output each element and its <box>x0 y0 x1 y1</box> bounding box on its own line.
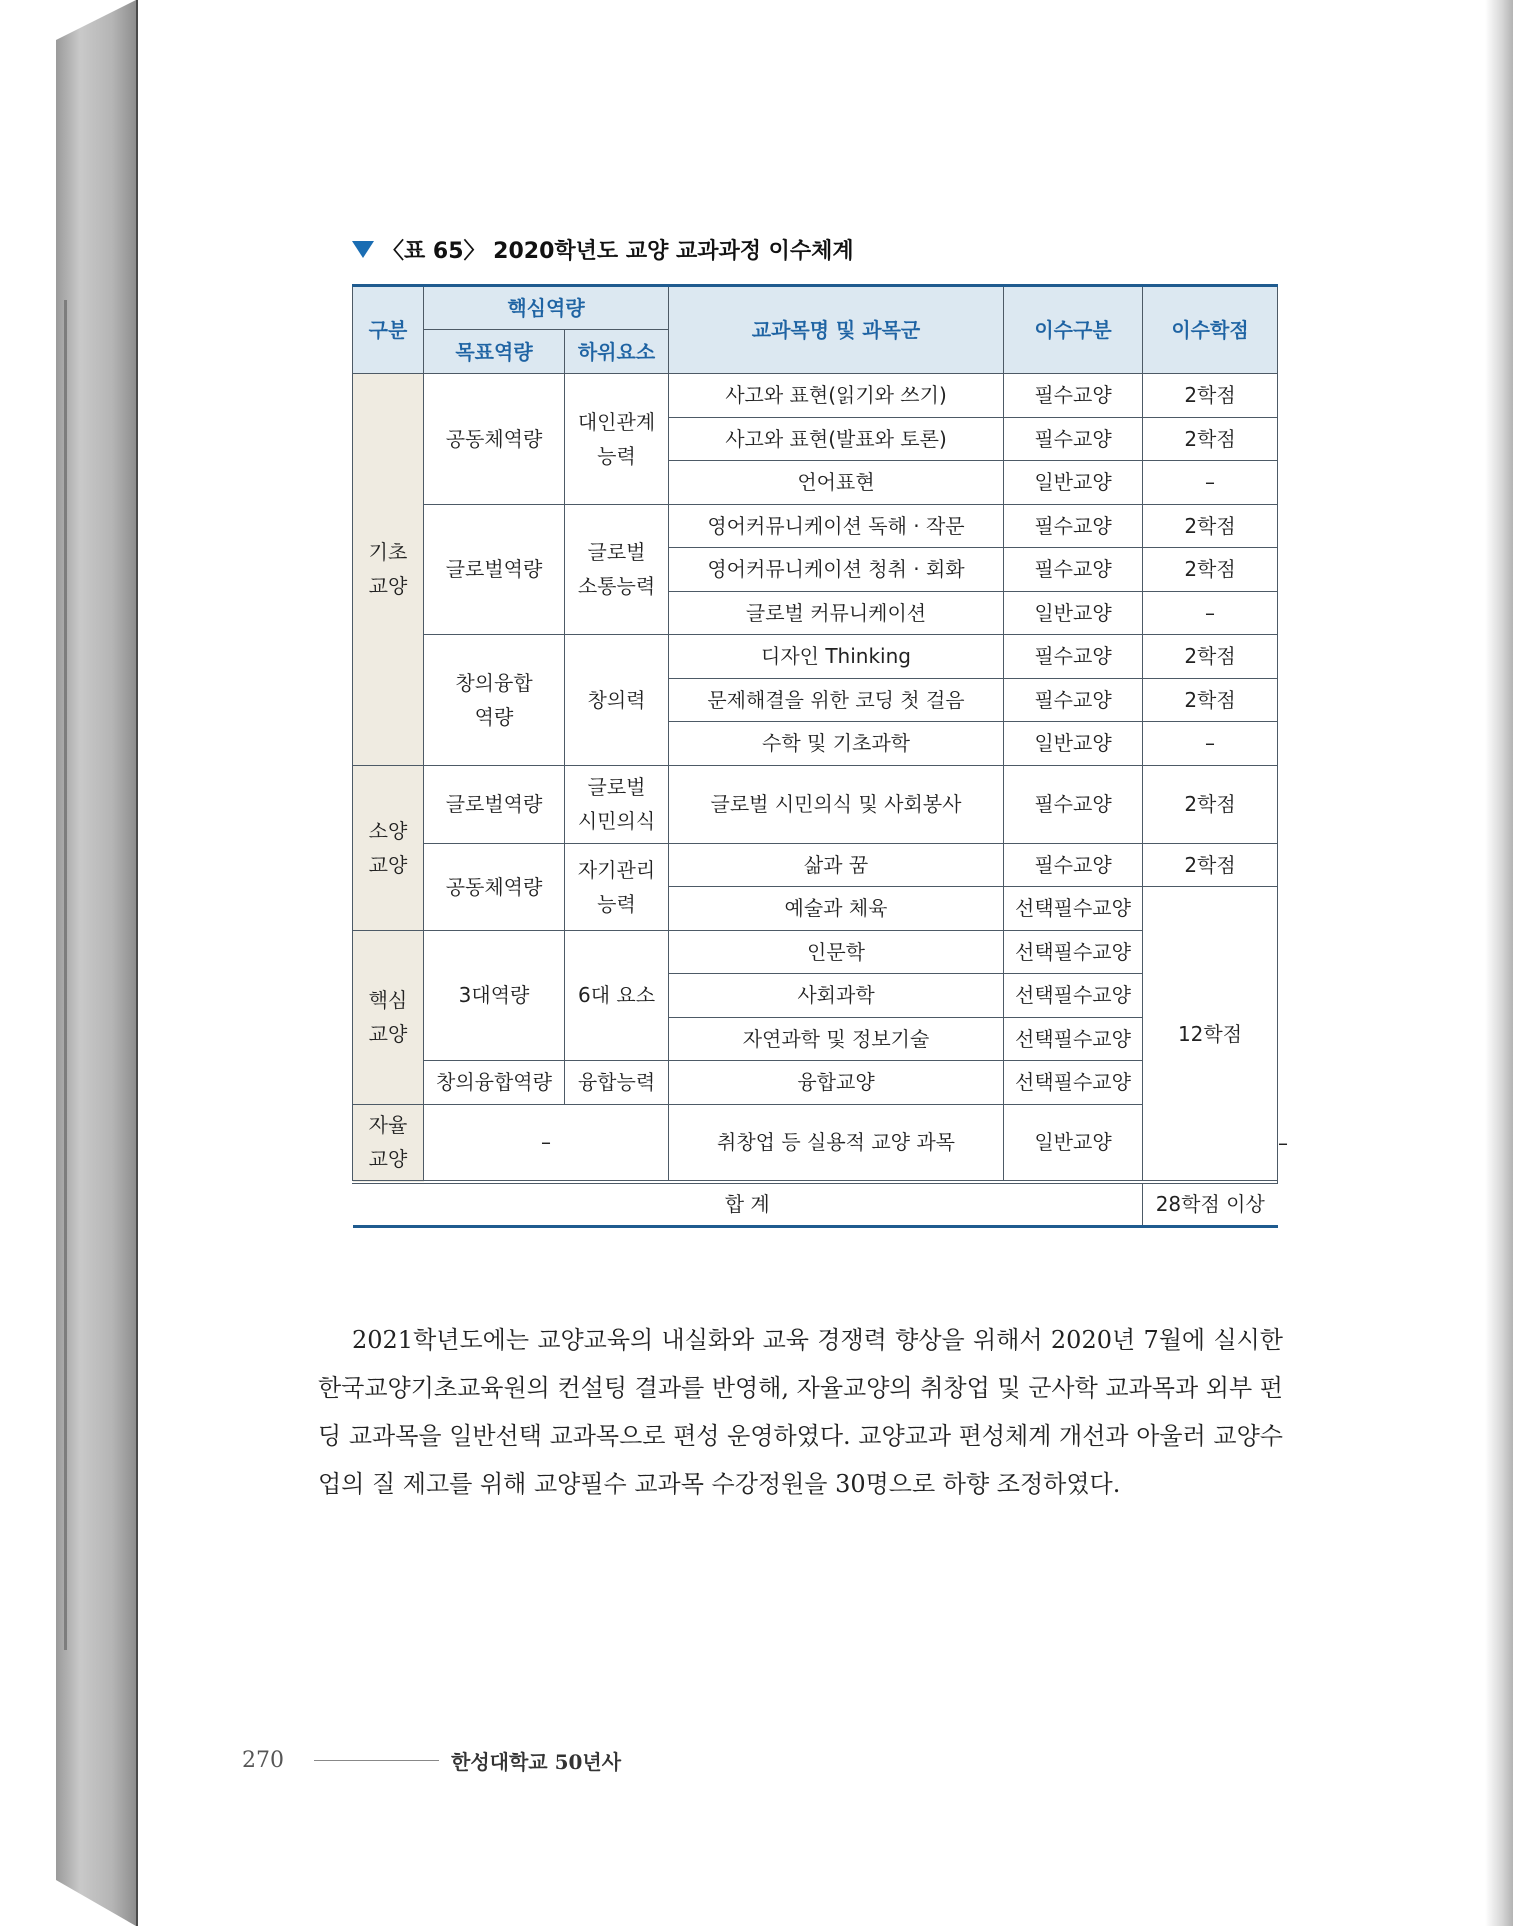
credit-cell: 2학점 <box>1143 678 1278 722</box>
table-row <box>353 1104 1278 1182</box>
total-value: 28학점 이상 <box>1143 1182 1278 1226</box>
header-row <box>353 286 1278 330</box>
course-cell: 디자인 Thinking <box>669 635 1004 679</box>
header-credit: 이수학점 <box>1143 286 1278 374</box>
header-category: 구분 <box>353 286 424 374</box>
course-cell: 인문학 <box>669 930 1004 974</box>
footer-rule <box>314 1760 439 1761</box>
sub-cell: 대인관계 능력 <box>565 374 669 505</box>
sub-cell: 글로벌 시민의식 <box>565 765 669 843</box>
total-row <box>353 1182 1278 1226</box>
course-cell: 사고와 표현(발표와 토론) <box>669 417 1004 461</box>
target-cell: 3대역량 <box>424 930 565 1061</box>
course-cell: 융합교양 <box>669 1061 1004 1105</box>
type-cell: 일반교양 <box>1004 461 1143 505</box>
credit-cell: – <box>1143 591 1278 635</box>
sub-cell: 글로벌 소통능력 <box>565 504 669 635</box>
total-label: 합 계 <box>353 1182 1143 1226</box>
credit-cell: 2학점 <box>1143 504 1278 548</box>
credit-cell: 2학점 <box>1143 843 1278 887</box>
header-type: 이수구분 <box>1004 286 1143 374</box>
target-cell: 공동체역량 <box>424 843 565 930</box>
type-cell: 필수교양 <box>1004 504 1143 548</box>
sub-cell: 6대 요소 <box>565 930 669 1061</box>
course-cell: 수학 및 기초과학 <box>669 722 1004 766</box>
table-row <box>353 765 1278 843</box>
header-target: 목표역량 <box>424 330 565 374</box>
category-basic: 기초 교양 <box>353 374 424 766</box>
target-cell: 창의융합역량 <box>424 1061 565 1105</box>
type-cell: 일반교양 <box>1004 722 1143 766</box>
table-caption-text: 〈표 65〉 2020학년도 교양 교과과정 이수체계 <box>382 239 854 264</box>
credit-cell: – <box>1143 722 1278 766</box>
type-cell: 필수교양 <box>1004 843 1143 887</box>
type-cell: 필수교양 <box>1004 548 1143 592</box>
credit-cell: 2학점 <box>1143 374 1278 418</box>
credit-cell: 2학점 <box>1143 765 1278 843</box>
triangle-down-icon <box>352 241 374 258</box>
course-cell: 예술과 체육 <box>669 887 1004 931</box>
type-cell: 선택필수교양 <box>1004 974 1143 1018</box>
credit-cell: 2학점 <box>1143 548 1278 592</box>
course-cell: 언어표현 <box>669 461 1004 505</box>
course-cell: 문제해결을 위한 코딩 첫 걸음 <box>669 678 1004 722</box>
credit-cell-merged: 12학점 <box>1143 887 1278 1183</box>
course-cell: 자연과학 및 정보기술 <box>669 1017 1004 1061</box>
header-core: 핵심역량 <box>424 286 669 330</box>
target-cell: – <box>424 1104 669 1182</box>
target-cell: 글로벌역량 <box>424 765 565 843</box>
type-cell: 선택필수교양 <box>1004 1061 1143 1105</box>
curriculum-table <box>352 284 1278 1228</box>
type-cell: 필수교양 <box>1004 374 1143 418</box>
book-title: 한성대학교 50년사 <box>451 1750 622 1774</box>
type-cell: 필수교양 <box>1004 678 1143 722</box>
header-course: 교과목명 및 과목군 <box>669 286 1004 374</box>
book-edge <box>56 0 136 1926</box>
page-footer <box>242 1746 621 1775</box>
course-cell: 사회과학 <box>669 974 1004 1018</box>
category-character: 소양 교양 <box>353 765 424 930</box>
table-row <box>353 843 1278 887</box>
type-cell: 일반교양 <box>1004 1104 1143 1182</box>
table-row <box>353 1061 1278 1105</box>
type-cell: 선택필수교양 <box>1004 1017 1143 1061</box>
table-row <box>353 930 1278 974</box>
course-cell: 삶과 꿈 <box>669 843 1004 887</box>
table-caption <box>352 234 854 265</box>
sub-cell: 창의력 <box>565 635 669 766</box>
type-cell: 선택필수교양 <box>1004 930 1143 974</box>
target-cell: 글로벌역량 <box>424 504 565 635</box>
credit-cell: 2학점 <box>1143 417 1278 461</box>
sub-cell: 융합능력 <box>565 1061 669 1105</box>
course-cell: 글로벌 커뮤니케이션 <box>669 591 1004 635</box>
table-row <box>353 374 1278 418</box>
book-edge-line <box>64 300 67 1650</box>
header-sub: 하위요소 <box>565 330 669 374</box>
type-cell: 일반교양 <box>1004 591 1143 635</box>
table-row <box>353 635 1278 679</box>
course-cell: 글로벌 시민의식 및 사회봉사 <box>669 765 1004 843</box>
credit-cell: – <box>1143 461 1278 505</box>
category-core: 핵심 교양 <box>353 930 424 1104</box>
course-cell: 취창업 등 실용적 교양 과목 <box>669 1104 1004 1182</box>
course-cell: 영어커뮤니케이션 독해 · 작문 <box>669 504 1004 548</box>
sub-cell: 자기관리 능력 <box>565 843 669 930</box>
page-shadow <box>1485 0 1513 1926</box>
body-paragraph: 2021학년도에는 교양교육의 내실화와 교육 경쟁력 향상을 위해서 2020년 7월에 실시한 한국교양기초교육원의 컨설팅 결과를 반영해, 자율교양의 취창업 및 군사학 교과목과 외부 펀딩 교과목을 일반선택 교과목으로 편성 운영하였다. 교양교과 편성체계 개선과 아울러 교양수업의 질 제고를 위해 교양필수 교과목 수강정원을 30명으로 하향 조정하였다. <box>318 1326 1283 1498</box>
type-cell: 필수교양 <box>1004 635 1143 679</box>
page-number: 270 <box>242 1748 284 1773</box>
type-cell: 선택필수교양 <box>1004 887 1143 931</box>
target-cell: 창의융합 역량 <box>424 635 565 766</box>
type-cell: 필수교양 <box>1004 417 1143 461</box>
type-cell: 필수교양 <box>1004 765 1143 843</box>
course-cell: 영어커뮤니케이션 청취 · 회화 <box>669 548 1004 592</box>
target-cell: 공동체역량 <box>424 374 565 505</box>
category-free: 자율 교양 <box>353 1104 424 1182</box>
credit-cell: 2학점 <box>1143 635 1278 679</box>
table-row <box>353 504 1278 548</box>
course-cell: 사고와 표현(읽기와 쓰기) <box>669 374 1004 418</box>
